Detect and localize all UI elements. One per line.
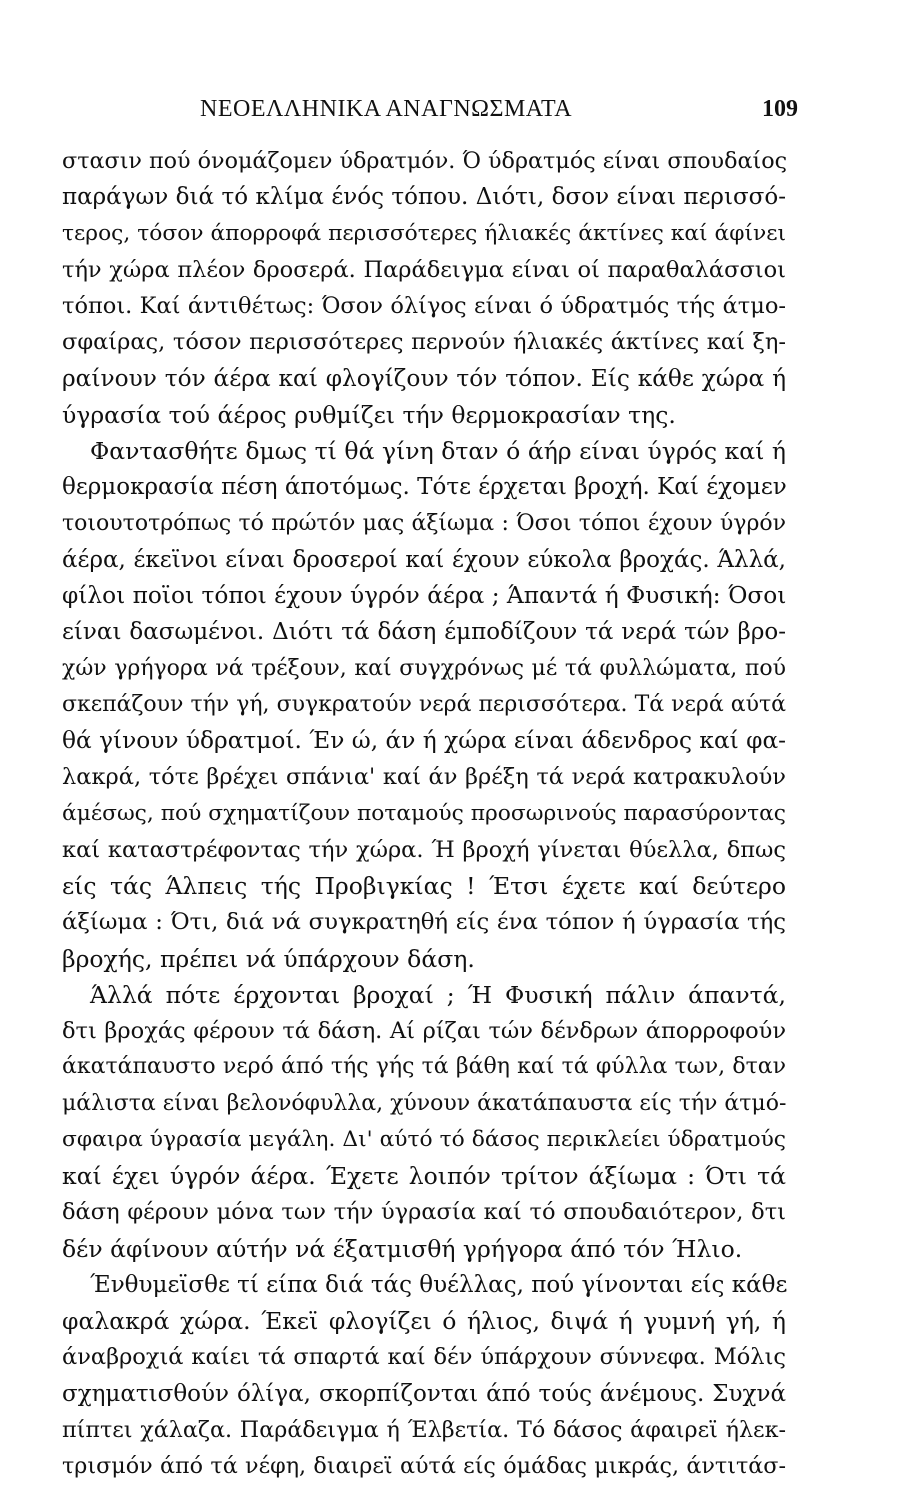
- text-line: άέρα, έκεϊνοι είναι δροσεροί καί έχουν εύκολα βροχάς. Άλλά,: [62, 546, 786, 573]
- body-text: [62, 143, 786, 1484]
- text-line: είναι δασωμένοι. Διότι τά δάση έμποδίζουν τά νερά τών βρο-: [62, 619, 786, 646]
- text-line: παράγων διά τό κλίμα ένός τόπου. Διότι, δσον είναι περισσό-: [62, 184, 786, 211]
- text-line: τήν χώρα πλέον δροσερά. Παράδειγμα είναι οί παραθαλάσσιοι: [62, 256, 786, 283]
- text-line: πίπτει χάλαζα. Παράδειγμα ή Έλβετία. Τό δάσος άφαιρεϊ ήλεκ-: [62, 1416, 786, 1443]
- text-line: σφαιρα ύγρασία μεγάλη. Δι' αύτό τό δάσος περικλείει ύδρατμούς: [62, 1126, 786, 1152]
- text-line: καί καταστρέφοντας τήν χώρα. Ή βροχή γίνεται θύελλα, δπως: [62, 836, 786, 863]
- text-line: φαλακρά χώρα. Έκεϊ φλογίζει ό ήλιος, διψά ή γυμνή γή, ή: [62, 1307, 786, 1335]
- text-line: στασιν πού όνομάζομεν ύδρατμόν. Ό ύδρατμός είναι σπουδαίος: [62, 148, 788, 174]
- text-line: Άλλά πότε έρχονται βροχαί ; Ή Φυσική πάλιν άπαντά,: [90, 980, 786, 1009]
- text-line: τοιουτοτρόπως τό πρώτόν μας άξίωμα : Όσοι τόποι έχουν ύγρόν: [62, 510, 786, 536]
- text-line: άκατάπαυστο νερό άπό τής γής τά βάθη καί τά φύλλα των, δταν: [62, 1054, 786, 1080]
- running-title: ΝΕΟΕΛΛΗΝΙΚΑ ΑΝΑΓΝΩΣΜΑΤΑ: [200, 96, 573, 122]
- text-line: θερμοκρασία πέση άποτόμως. Τότε έρχεται βροχή. Καί έχομεν: [62, 474, 787, 501]
- page-number: 109: [762, 96, 798, 122]
- text-line: θά γίνουν ύδρατμοί. Έν ώ, άν ή χώρα είναι άδενδρος καί φα-: [62, 727, 786, 754]
- text-line: δάση φέρουν μόνα των τήν ύγρασία καί τό σπουδαιότερον, δτι: [62, 1199, 786, 1226]
- text-line: τόποι. Καί άντιθέτως: Όσον όλίγος είναι ό ύδρατμός τής άτμο-: [62, 293, 786, 319]
- text-line: χών γρήγορα νά τρέξουν, καί συγχρόνως μέ τά φυλλώματα, πού: [62, 655, 786, 681]
- text-line: άξίωμα : Ότι, διά νά συγκρατηθή είς ένα τόπον ή ύγρασία τής: [62, 909, 786, 936]
- text-line: φίλοι ποϊοι τόποι έχουν ύγρόν άέρα ; Άπαντά ή Φυσική: Όσοι: [62, 582, 787, 609]
- text-line: τερος, τόσον άπορροφά περισσότερες ήλιακές άκτίνες καί άφίνει: [62, 220, 786, 246]
- text-line: Ένθυμεϊσθε τί είπα διά τάς θυέλλας, πού γίνονται είς κάθε: [90, 1271, 788, 1298]
- text-line: λακρά, τότε βρέχει σπάνια' καί άν βρέξη τά νερά κατρακυλούν: [62, 764, 786, 791]
- text-line: καί έχει ύγρόν άέρα. Έχετε λοιπόν τρίτον άξίωμα : Ότι τά: [62, 1162, 786, 1190]
- text-line: μάλιστα είναι βελονόφυλλα, χύνουν άκατάπαυστα είς τήν άτμό-: [62, 1090, 787, 1116]
- text-line: άμέσως, πού σχηματίζουν ποταμούς προσωρινούς παρασύροντας: [62, 800, 786, 826]
- text-line: σχηματισθούν όλίγα, σκορπίζονται άπό τούς άνέμους. Συχνά: [62, 1380, 786, 1407]
- text-line: ραίνουν τόν άέρα καί φλογίζουν τόν τόπον. Είς κάθε χώρα ή: [62, 364, 786, 392]
- text-line: είς τάς Άλπεις τής Προβιγκίας ! Έτσι έχετε καί δεύτερο: [62, 872, 786, 900]
- text-line: ύγρασία τού άέρος ρυθμίζει τήν θερμοκρασίαν της.: [62, 400, 676, 429]
- text-line: σφαίρας, τόσον περισσότερες περνούν ήλιακές άκτίνες καί ξη-: [62, 329, 786, 356]
- text-line: δέν άφίνουν αύτήν νά έξατμισθή γρήγορα άπό τόν Ήλιο.: [62, 1234, 743, 1263]
- text-line: άναβροχιά καίει τά σπαρτά καί δέν ύπάρχουν σύννεφα. Μόλις: [62, 1344, 786, 1371]
- text-line: δτι βροχάς φέρουν τά δάση. Αί ρίζαι τών δένδρων άπορροφούν: [62, 1018, 786, 1044]
- running-head: [60, 96, 798, 126]
- text-line: τρισμόν άπό τά νέφη, διαιρεϊ αύτά είς όμάδας μικράς, άντιτάσ-: [62, 1453, 786, 1479]
- text-line: βροχής, πρέπει νά ύπάρχουν δάση.: [62, 944, 475, 973]
- text-line: σκεπάζουν τήν γή, συγκρατούν νερά περισσότερα. Τά νερά αύτά: [62, 691, 786, 717]
- text-line: Φαντασθήτε δμως τί θά γίνη δταν ό άήρ είναι ύγρός καί ή: [90, 437, 786, 465]
